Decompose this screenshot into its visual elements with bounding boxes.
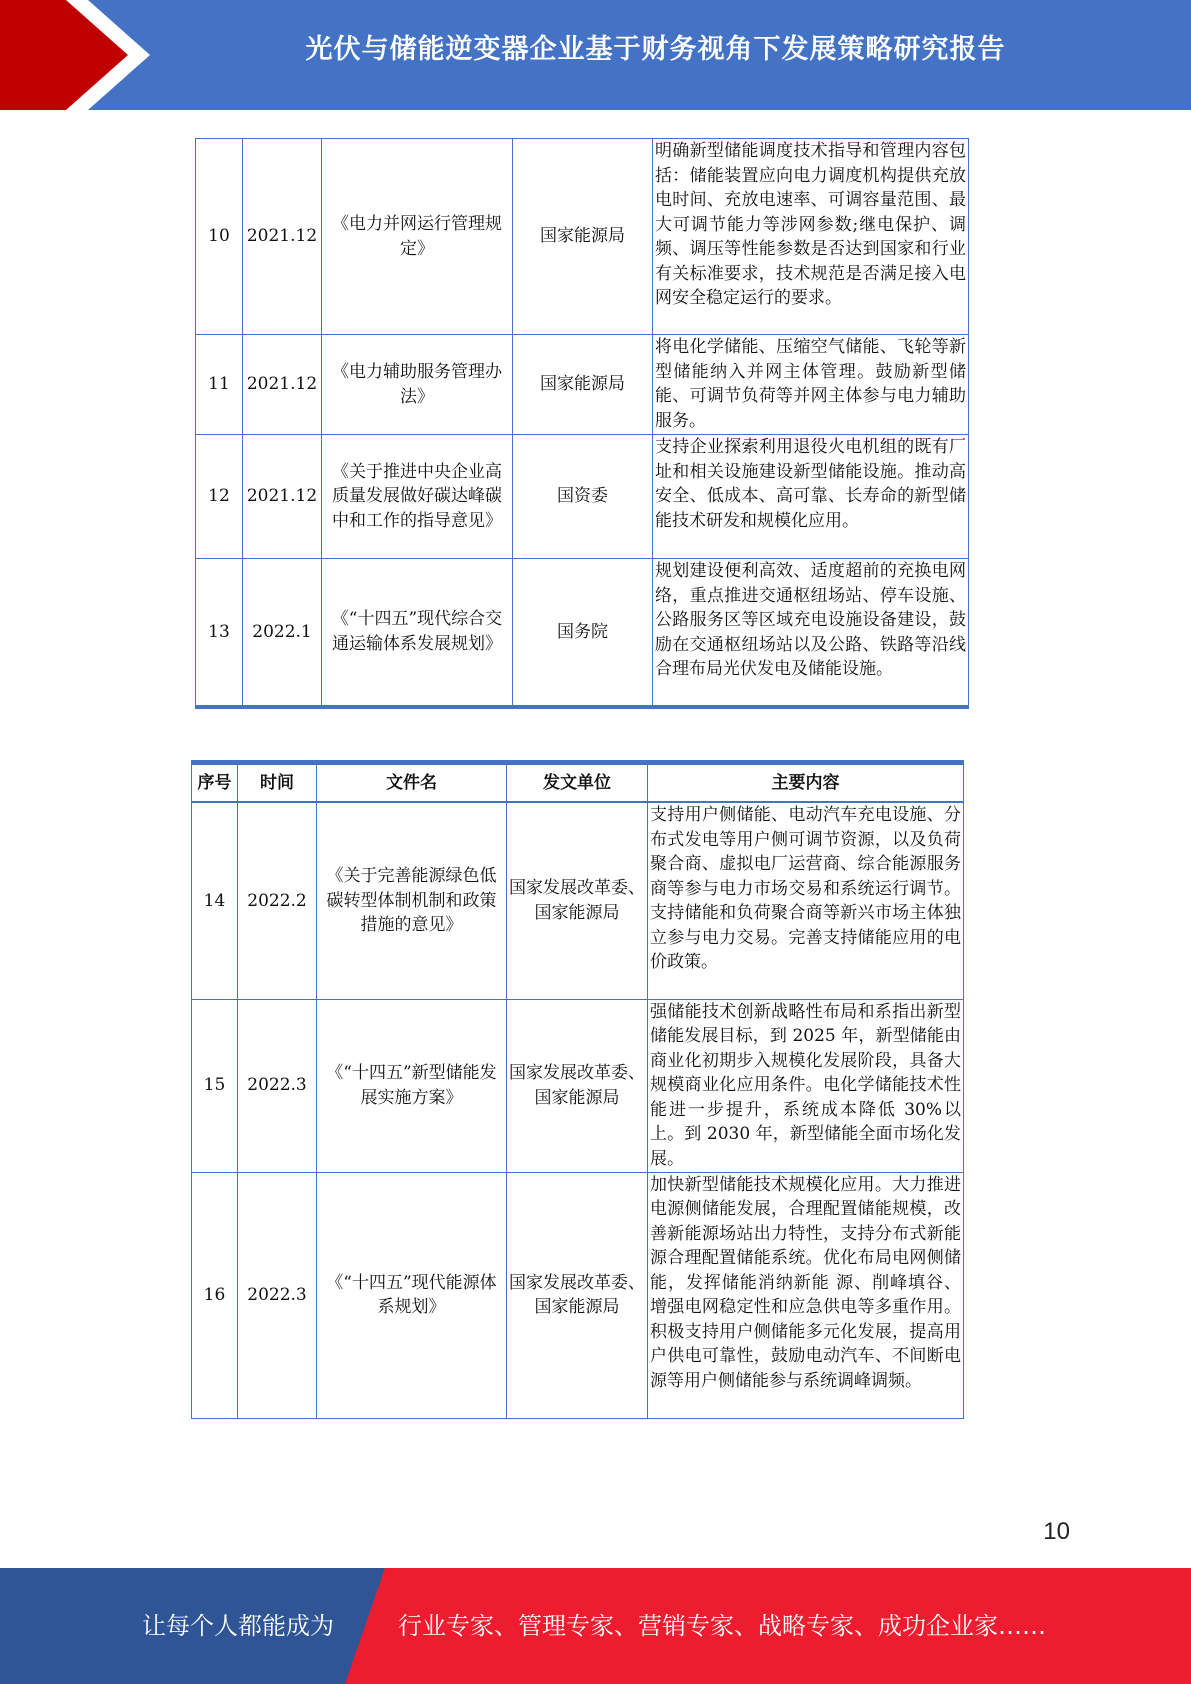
header-content: 主要内容 bbox=[648, 763, 964, 803]
header-issuer: 发文单位 bbox=[507, 763, 648, 803]
row-issuer: 国家能源局 bbox=[513, 139, 653, 335]
table-row bbox=[196, 559, 969, 707]
row-date: 2021.12 bbox=[243, 139, 322, 335]
row-content: 将电化学储能、压缩空气储能、飞轮等新型储能纳入并网主体管理。鼓励新型储能、可调节负荷等并网主体参与电力辅助服务。 bbox=[653, 335, 969, 435]
table-row bbox=[196, 139, 969, 335]
row-number: 10 bbox=[196, 139, 243, 335]
row-date: 2021.12 bbox=[243, 435, 322, 559]
report-title: 光伏与储能逆变器企业基于财务视角下发展策略研究报告 bbox=[305, 34, 1006, 65]
row-document-name: 《关于推进中央企业高质量发展做好碳达峰碳中和工作的指导意见》 bbox=[322, 435, 513, 559]
row-content: 明确新型储能调度技术指导和管理内容包括：储能装置应向电力调度机构提供充放电时间、充放电速率、可调容量范围、最大可调节能力等涉网参数;继电保护、调频、调压等性能参数是否达到国家和行业有关标准要求，技术规范是否满足接入电网安全稳定运行的要求。 bbox=[653, 139, 969, 335]
row-date: 2022.3 bbox=[238, 999, 317, 1172]
policy-table bbox=[191, 760, 964, 1419]
header-number: 序号 bbox=[192, 763, 238, 803]
row-document-name: 《“十四五”现代能源体系规划》 bbox=[317, 1172, 507, 1418]
row-issuer: 国务院 bbox=[513, 559, 653, 707]
row-number: 13 bbox=[196, 559, 243, 707]
footer-slogan-right: 行业专家、管理专家、营销专家、战略专家、成功企业家…… bbox=[398, 1612, 1046, 1640]
row-content: 强储能技术创新战略性布局和系指出新型储能发展目标，到 2025 年，新型储能由商业化初期步入规模化发展阶段，具备大规模商业化应用条件。电化学储能技术性能进一步提升，系统成本降低 30%以上。到 2030 年，新型储能全面市场化发展。 bbox=[648, 999, 964, 1172]
row-number: 12 bbox=[196, 435, 243, 559]
row-document-name: 《关于完善能源绿色低碳转型体制机制和政策措施的意见》 bbox=[317, 802, 507, 999]
row-issuer: 国家能源局 bbox=[513, 335, 653, 435]
table-row bbox=[192, 802, 964, 999]
row-content: 支持企业探索利用退役火电机组的既有厂址和相关设施建设新型储能设施。推动高安全、低成本、高可靠、长寿命的新型储能技术研发和规模化应用。 bbox=[653, 435, 969, 559]
row-number: 15 bbox=[192, 999, 238, 1172]
row-document-name: 《电力并网运行管理规定》 bbox=[322, 139, 513, 335]
footer-slogan-left: 让每个人都能成为 bbox=[142, 1612, 334, 1640]
row-number: 14 bbox=[192, 802, 238, 999]
row-document-name: 《“十四五”现代综合交通运输体系发展规划》 bbox=[322, 559, 513, 707]
header-document-name: 文件名 bbox=[317, 763, 507, 803]
page-footer bbox=[0, 1568, 1191, 1684]
row-document-name: 《电力辅助服务管理办法》 bbox=[322, 335, 513, 435]
table-row bbox=[192, 1172, 964, 1418]
policy-table-continued bbox=[195, 138, 969, 709]
row-date: 2022.3 bbox=[238, 1172, 317, 1418]
page-number: 10 bbox=[1043, 1518, 1070, 1545]
row-issuer: 国家发展改革委、国家能源局 bbox=[507, 802, 648, 999]
row-number: 16 bbox=[192, 1172, 238, 1418]
table-row bbox=[196, 435, 969, 559]
row-content: 加快新型储能技术规模化应用。大力推进电源侧储能发展，合理配置储能规模，改善新能源场站出力特性，支持分布式新能源合理配置储能系统。优化布局电网侧储能，发挥储能消纳新能 源、削峰填谷、增强电网稳定性和应急供电等多重作用。积极支持用户侧储能多元化发展，提高用户供电可靠性，鼓励电动汽车、不间断电源等用户侧储能参与系统调峰调频。 bbox=[648, 1172, 964, 1418]
row-issuer: 国家发展改革委、国家能源局 bbox=[507, 999, 648, 1172]
table-row bbox=[196, 335, 969, 435]
row-date: 2021.12 bbox=[243, 335, 322, 435]
row-content: 规划建设便利高效、适度超前的充换电网络，重点推进交通枢纽场站、停车设施、公路服务区等区域充电设施设备建设，鼓励在交通枢纽场站以及公路、铁路等沿线合理布局光伏发电及储能设施。 bbox=[653, 559, 969, 707]
row-content: 支持用户侧储能、电动汽车充电设施、分布式发电等用户侧可调节资源，以及负荷聚合商、虚拟电厂运营商、综合能源服务商等参与电力市场交易和系统运行调节。支持储能和负荷聚合商等新兴市场主体独立参与电力交易。完善支持储能应用的电价政策。 bbox=[648, 802, 964, 999]
row-date: 2022.2 bbox=[238, 802, 317, 999]
row-date: 2022.1 bbox=[243, 559, 322, 707]
chevron-logo-icon bbox=[0, 0, 150, 110]
row-document-name: 《“十四五”新型储能发展实施方案》 bbox=[317, 999, 507, 1172]
table-header-row bbox=[192, 763, 964, 803]
page-header bbox=[0, 0, 1191, 110]
row-issuer: 国家发展改革委、国家能源局 bbox=[507, 1172, 648, 1418]
header-date: 时间 bbox=[238, 763, 317, 803]
row-number: 11 bbox=[196, 335, 243, 435]
row-issuer: 国资委 bbox=[513, 435, 653, 559]
table-row bbox=[192, 999, 964, 1172]
